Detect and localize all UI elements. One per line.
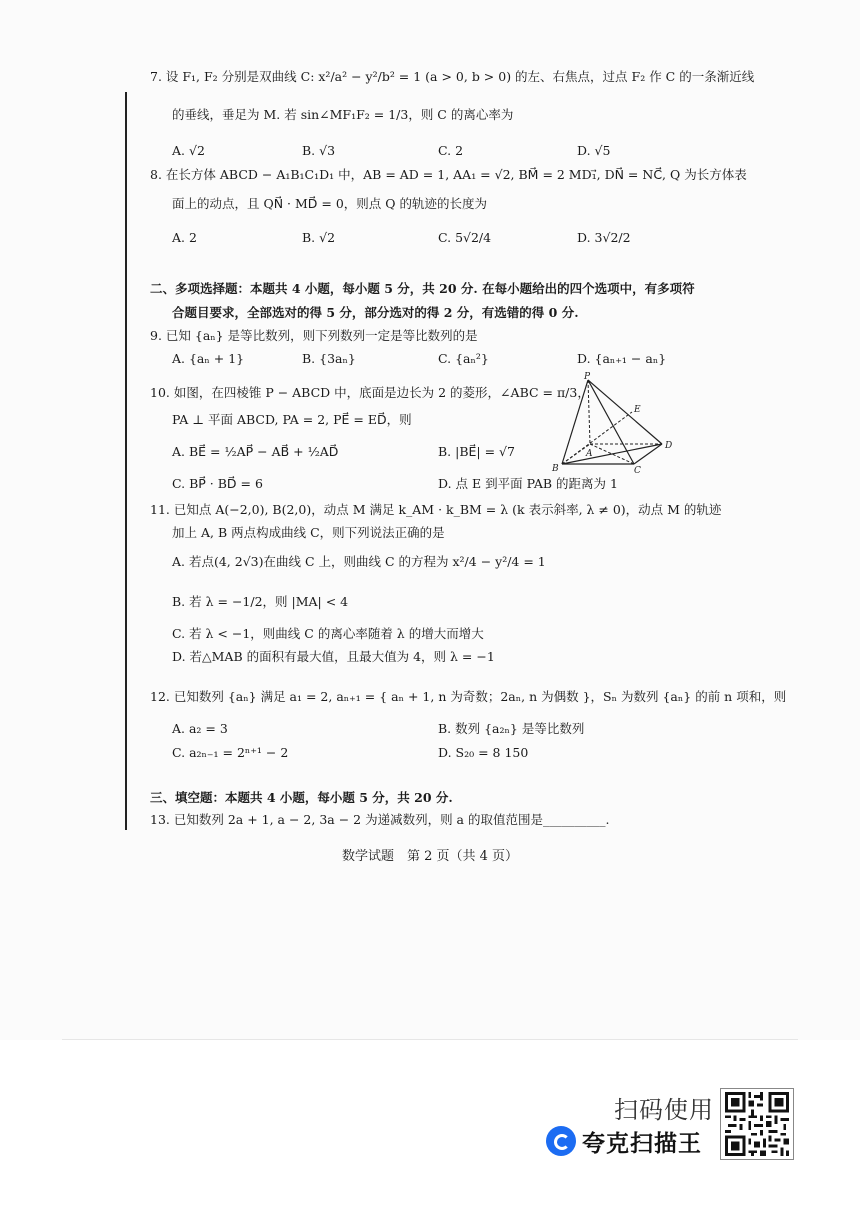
q8-option-a: A. 2 <box>172 230 197 245</box>
q10-option-c: C. BP⃗ · BD⃗ = 6 <box>172 476 263 491</box>
quark-logo-icon <box>546 1126 576 1156</box>
brand-badge <box>546 1124 702 1158</box>
q12-option-d: D. S₂₀ = 8 150 <box>438 745 529 760</box>
q9-option-c: C. {aₙ²} <box>438 351 489 366</box>
q8-option-c: C. 5√2/4 <box>438 230 492 245</box>
q11-option-b: B. 若 λ = −1/2，则 |MA| < 4 <box>172 594 349 609</box>
q7-option-c: C. 2 <box>438 143 464 158</box>
fig-label-d: D <box>665 441 673 451</box>
q7-line1: 7. 设 F₁, F₂ 分别是双曲线 C: x²/a² − y²/b² = 1 (a > 0, b > 0) 的左、右焦点，过点 F₂ 作 C 的一条渐近线 <box>150 69 755 84</box>
fig-label-p: P <box>584 372 591 382</box>
fig-label-e: E <box>634 405 641 415</box>
q11-option-c: C. 若 λ < −1，则曲线 C 的离心率随着 λ 的增大而增大 <box>172 626 484 641</box>
q10-line1: 10. 如图，在四棱锥 P − ABCD 中，底面是边长为 2 的菱形，∠ABC = π/3， <box>150 385 590 400</box>
q12-line1: 12. 已知数列 {aₙ} 满足 a₁ = 2, aₙ₊₁ = { aₙ + 1, n 为奇数；2aₙ, n 为偶数 }，Sₙ 为数列 {aₙ} 的前 n 项和，则 <box>150 689 787 704</box>
q10-option-d: D. 点 E 到平面 PAB 的距离为 1 <box>438 476 618 491</box>
qr-code-icon[interactable] <box>720 1088 794 1160</box>
margin-line <box>125 92 127 830</box>
divider <box>62 1039 798 1040</box>
q10-option-a: A. BE⃗ = ½AP⃗ − AB⃗ + ½AD⃗ <box>172 444 339 459</box>
page-footer: 数学试题 第 2 页（共 4 页） <box>341 849 519 864</box>
q9-option-a: A. {aₙ + 1} <box>172 351 245 366</box>
q8-line1: 8. 在长方体 ABCD − A₁B₁C₁D₁ 中，AB = AD = 1, AA₁ = √2, BM⃗ = 2 MD₁⃗, DN⃗ = NC⃗, Q 为长方体表 <box>150 167 747 182</box>
q11-line2: 加上 A, B 两点构成曲线 C，则下列说法正确的是 <box>172 525 445 540</box>
q11-option-a: A. 若点(4, 2√3)在曲线 C 上，则曲线 C 的方程为 x²/4 − y²/4 = 1 <box>172 554 546 569</box>
fig-label-c: C <box>634 466 641 474</box>
q7-option-b: B. √3 <box>302 143 336 158</box>
scan-prompt: 扫码使用 <box>614 1096 714 1124</box>
section2-heading-line2: 合题目要求，全部选对的得 5 分，部分选对的得 2 分，有选错的得 0 分. <box>172 305 579 320</box>
q8-line2: 面上的动点，且 QN⃗ · MD⃗ = 0，则点 Q 的轨迹的长度为 <box>172 196 487 211</box>
brand-name: 夸克扫描王 <box>582 1130 702 1157</box>
q8-option-b: B. √2 <box>302 230 336 245</box>
q8-option-d: D. 3√2/2 <box>577 230 631 245</box>
q12-option-c: C. a₂ₙ₋₁ = 2ⁿ⁺¹ − 2 <box>172 745 289 760</box>
fig-label-a: A <box>586 449 593 459</box>
q7-option-a: A. √2 <box>172 143 205 158</box>
q9-option-d: D. {aₙ₊₁ − aₙ} <box>577 351 667 366</box>
q11-option-d: D. 若△MAB 的面积有最大值，且最大值为 4，则 λ = −1 <box>172 649 495 664</box>
section3-heading: 三、填空题：本题共 4 小题，每小题 5 分，共 20 分. <box>150 790 453 805</box>
q12-option-b: B. 数列 {a₂ₙ} 是等比数列 <box>438 721 585 736</box>
fig-label-b: B <box>552 464 559 474</box>
q7-line2: 的垂线，垂足为 M. 若 sin∠MF₁F₂ = 1/3，则 C 的离心率为 <box>172 107 514 122</box>
section2-heading-line1: 二、多项选择题：本题共 4 小题，每小题 5 分，共 20 分. 在每小题给出的四个选项中，有多项符 <box>150 281 695 296</box>
q7-option-d: D. √5 <box>577 143 611 158</box>
q11-line1: 11. 已知点 A(−2,0), B(2,0)，动点 M 满足 k_AM · k_BM = λ (k 表示斜率, λ ≠ 0)，动点 M 的轨迹 <box>150 502 722 517</box>
q13-line1: 13. 已知数列 2a + 1, a − 2, 3a − 2 为递减数列，则 a 的取值范围是__________. <box>150 812 610 827</box>
pyramid-figure <box>548 372 678 478</box>
q10-line2: PA ⊥ 平面 ABCD, PA = 2, PE⃗ = ED⃗，则 <box>172 412 412 427</box>
q9-option-b: B. {3aₙ} <box>302 351 356 366</box>
q10-option-b: B. |BE⃗| = √7 <box>438 444 515 459</box>
q12-option-a: A. a₂ = 3 <box>172 721 228 736</box>
q9-line1: 9. 已知 {aₙ} 是等比数列，则下列数列一定是等比数列的是 <box>150 328 478 343</box>
